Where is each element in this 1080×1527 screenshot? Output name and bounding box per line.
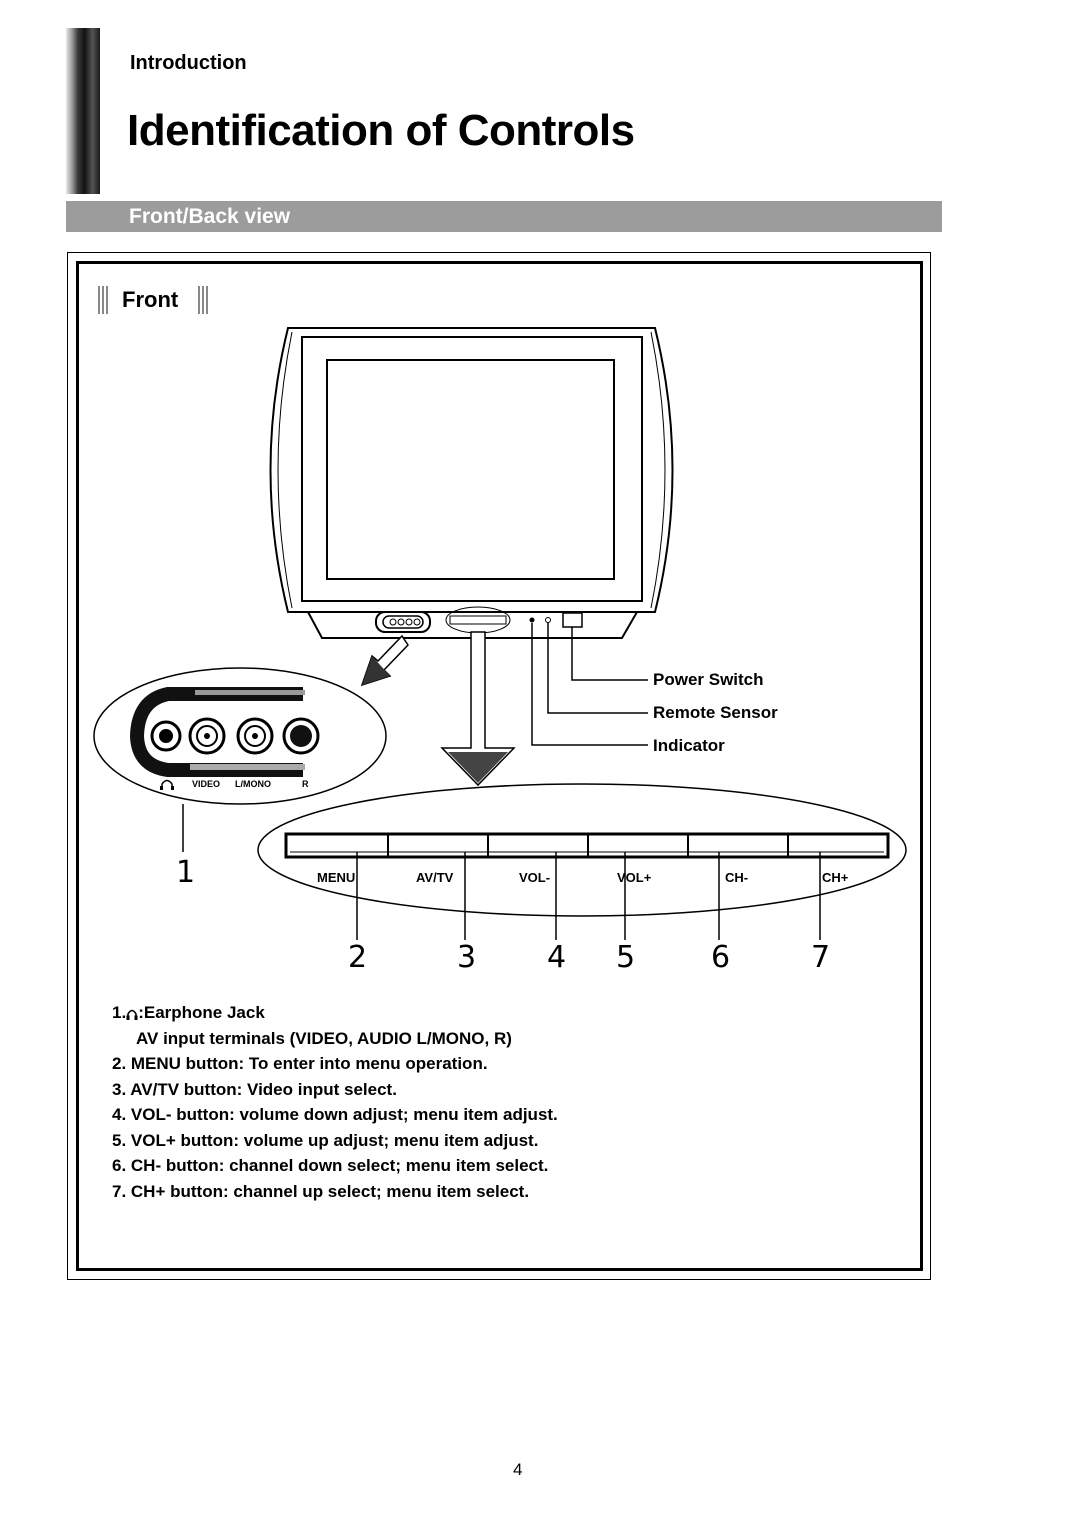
remote-sensor-label: Remote Sensor bbox=[653, 703, 778, 722]
button-label-ch-plus: CH+ bbox=[822, 870, 849, 885]
description-item: 2. MENU button: To enter into menu operation. bbox=[112, 1054, 488, 1073]
down-arrow-icon bbox=[442, 632, 514, 785]
tv-sensor-dot bbox=[546, 618, 551, 623]
down-arrow-icon bbox=[362, 636, 408, 685]
description-prefix: 1. bbox=[112, 1003, 127, 1022]
callout-number-6: 6 bbox=[711, 940, 731, 975]
jack-label-r: R bbox=[302, 779, 309, 789]
button-label-ch-minus: CH- bbox=[725, 870, 749, 885]
button-label-menu: MENU bbox=[317, 870, 356, 885]
description-item bbox=[112, 1000, 892, 1026]
description-item: AV input terminals (VIDEO, AUDIO L/MONO, R) bbox=[136, 1028, 512, 1048]
callout-number-3: 3 bbox=[457, 940, 477, 975]
callout-number-7: 7 bbox=[811, 940, 831, 975]
front-tag-label: Front bbox=[122, 287, 179, 312]
tv-indicator-dot bbox=[530, 618, 535, 623]
page-number: 4 bbox=[513, 1460, 523, 1479]
view-band-label: Front/Back view bbox=[129, 205, 291, 228]
indicator-label: Indicator bbox=[653, 736, 725, 755]
page-title: Identification of Controls bbox=[127, 106, 635, 155]
callout-number-2: 2 bbox=[348, 940, 368, 975]
tv-button-strip bbox=[450, 616, 506, 624]
button-label-vol-plus: VOL+ bbox=[617, 870, 652, 885]
callout-number-1: 1 bbox=[176, 855, 196, 890]
callout-number-4: 4 bbox=[547, 940, 567, 975]
description-item: 3. AV/TV button: Video input select. bbox=[112, 1079, 397, 1099]
button-label-av-tv: AV/TV bbox=[416, 870, 454, 885]
power-switch-label: Power Switch bbox=[653, 670, 764, 689]
button-label-vol-minus: VOL- bbox=[519, 870, 551, 885]
description-item: 7. CH+ button: channel up select; menu item select. bbox=[112, 1181, 530, 1201]
jack-label-l-mono: L/MONO bbox=[235, 779, 271, 789]
description-item: 6. CH- button: channel down select; menu item select. bbox=[112, 1156, 549, 1175]
tv-screen bbox=[327, 360, 614, 579]
jack-label-video: VIDEO bbox=[192, 779, 221, 789]
callout-number-5: 5 bbox=[616, 940, 636, 975]
description-item: 5. VOL+ button: volume up adjust; menu item adjust. bbox=[112, 1130, 539, 1150]
control-descriptions bbox=[112, 1000, 892, 1204]
description-item: 4. VOL- button: volume down adjust; menu item adjust. bbox=[112, 1105, 558, 1124]
section-label: Introduction bbox=[130, 52, 247, 74]
earphone-icon bbox=[126, 1007, 138, 1021]
description-text: :Earphone Jack bbox=[138, 1003, 265, 1022]
tv-power-switch bbox=[563, 613, 582, 627]
